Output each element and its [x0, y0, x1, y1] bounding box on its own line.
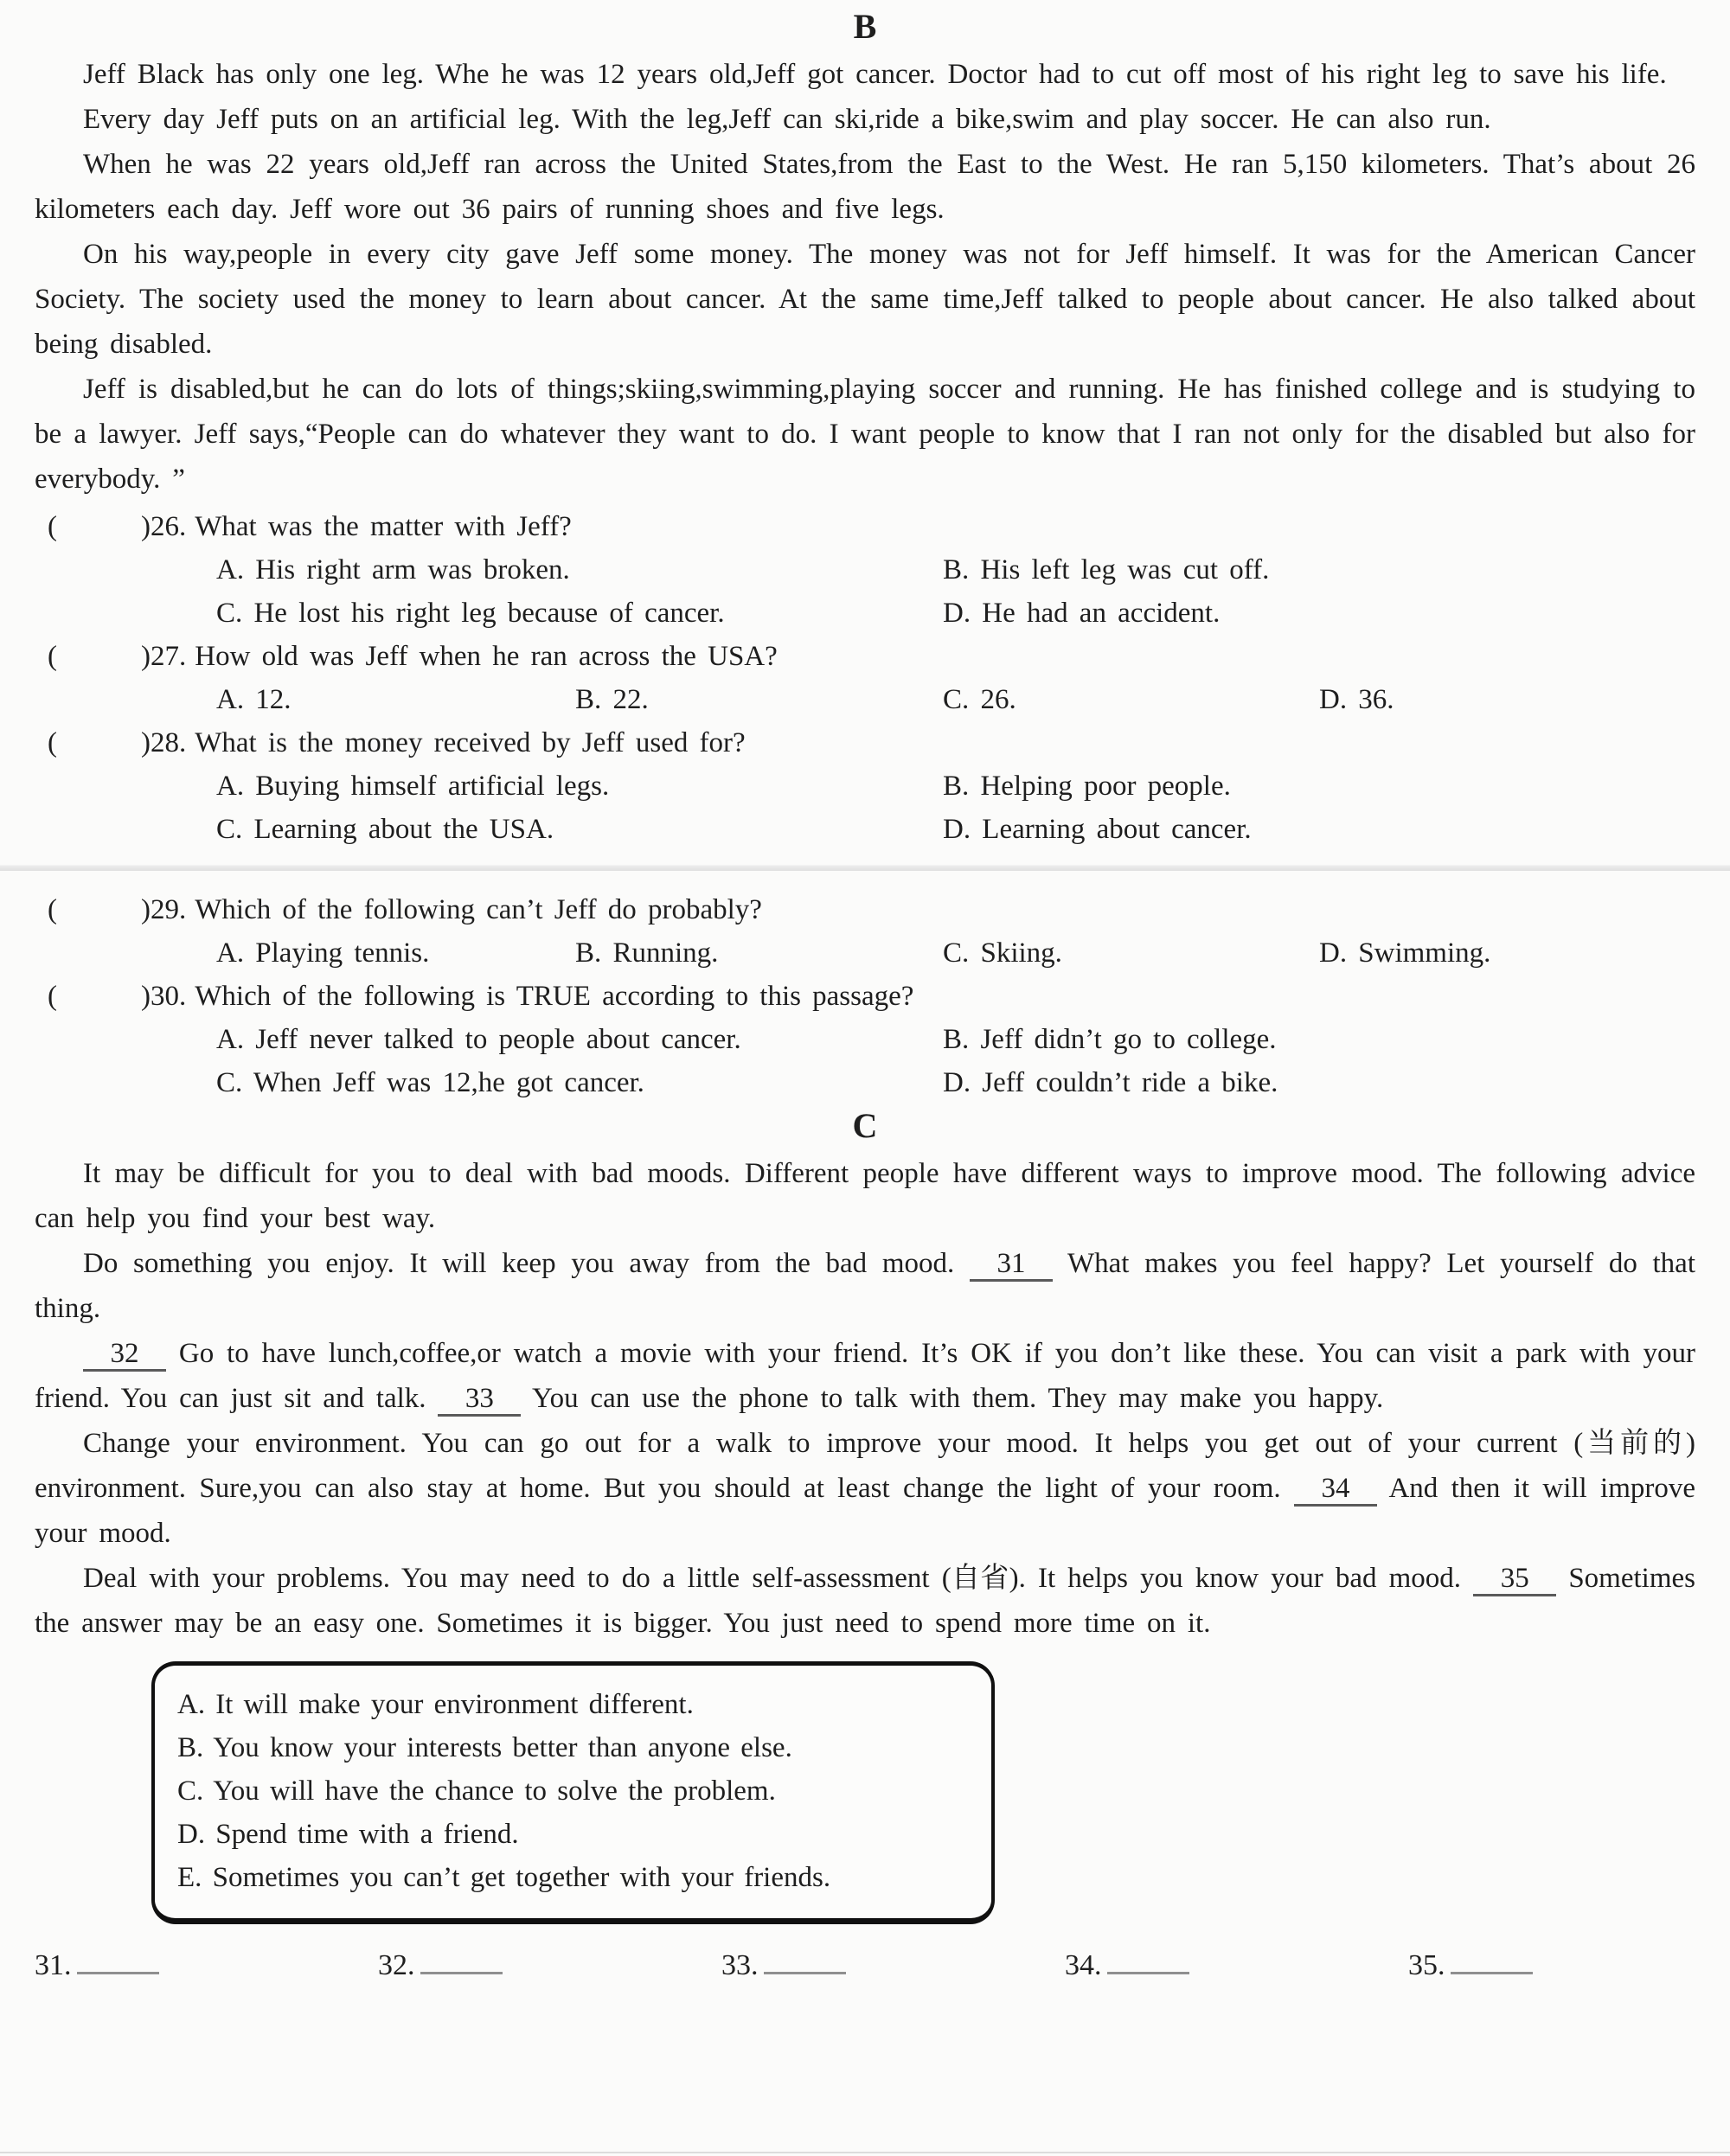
- question-text: Which of the following is TRUE according to this passage?: [195, 981, 914, 1012]
- question-text: How old was Jeff when he ran across the USA?: [195, 641, 778, 672]
- question-28-options: [35, 765, 1695, 851]
- answer-item-34: [1065, 1947, 1408, 1985]
- question-text: What is the money received by Jeff used for?: [195, 727, 746, 758]
- answer-blank-33: [764, 1963, 846, 1974]
- section-c-passage: [35, 1151, 1695, 1646]
- answer-number: 31.: [35, 1949, 72, 1981]
- question-27-options: [35, 678, 1695, 721]
- option-a: A. Jeff never talked to people about cancer.: [216, 1024, 741, 1055]
- option-c: C. He lost his right leg because of cancer.: [216, 598, 725, 629]
- question-number: )28.: [141, 727, 187, 758]
- box-option-a: A. It will make your environment different.: [177, 1689, 694, 1720]
- question-number: )30.: [141, 981, 187, 1012]
- answer-paren: (: [48, 511, 57, 542]
- box-option-b: B. You know your interests better than anyone else.: [177, 1732, 792, 1763]
- passage-paragraph: Change your environment. You can go out for a walk to improve your mood. It helps you get out of your current (当前的) environment. Sure,you can also stay at home. But you should at least change the light of your room. 34 And then it will improve your mood.: [35, 1428, 1696, 1549]
- option-b: B. Running.: [575, 937, 719, 969]
- blank-35: 35: [1473, 1564, 1556, 1596]
- question-26-stem: [35, 505, 1695, 548]
- option-b: B. 22.: [575, 684, 649, 715]
- option-d: D. Learning about cancer.: [943, 814, 1252, 845]
- answer-number: 34.: [1065, 1949, 1102, 1981]
- box-option-e: E. Sometimes you can’t get together with your friends.: [177, 1862, 831, 1893]
- question-number: )27.: [141, 641, 187, 672]
- question-number: )29.: [141, 894, 187, 925]
- box-option-c: C. You will have the chance to solve the problem.: [177, 1775, 776, 1807]
- option-c: C. Skiing.: [943, 937, 1062, 969]
- section-c-header: C: [852, 1106, 878, 1145]
- question-29-options: [35, 931, 1695, 975]
- answer-blank-34: [1107, 1963, 1189, 1974]
- passage-paragraph: Jeff Black has only one leg. Whe he was 12 years old,Jeff got cancer. Doctor had to cut off most of his right leg to save his life.: [83, 59, 1667, 90]
- option-d: D. 36.: [1319, 684, 1394, 715]
- passage-paragraph: 32 Go to have lunch,coffee,or watch a movie with your friend. It’s OK if you don’t like these. You can visit a park with your friend. You can just sit and talk. 33 You can use the phone to talk with them. They may make you happy.: [35, 1331, 1695, 1421]
- passage-paragraph: It may be difficult for you to deal with bad moods. Different people have different ways to improve mood. The following advice can help you find your best way.: [35, 1158, 1695, 1234]
- option-b: B. His left leg was cut off.: [943, 554, 1270, 585]
- question-30: [35, 975, 1695, 1104]
- passage-paragraph: Jeff is disabled,but he can do lots of things;skiing,swimming,playing soccer and running. He has finished college and is studying to be a lawyer. Jeff says,“People can do whatever they want to do. I want people to know that I ran not only for the disabled but also for everybody. ”: [35, 374, 1695, 495]
- answer-paren: (: [48, 981, 57, 1012]
- answer-item-35: [1408, 1947, 1533, 1985]
- blank-34: 34: [1294, 1474, 1377, 1507]
- answer-number: 32.: [378, 1949, 415, 1981]
- answer-paren: (: [48, 641, 57, 672]
- section-b-passage: [35, 52, 1695, 502]
- option-a: A. 12.: [216, 684, 292, 715]
- question-27: [35, 635, 1695, 721]
- question-26: [35, 505, 1695, 635]
- answer-paren: (: [48, 727, 57, 758]
- question-text: What was the matter with Jeff?: [195, 511, 572, 542]
- option-d: D. Jeff couldn’t ride a bike.: [943, 1067, 1278, 1098]
- answer-blank-31: [77, 1963, 159, 1974]
- option-a: A. His right arm was broken.: [216, 554, 570, 585]
- section-b-questions: [35, 505, 1695, 1104]
- answer-paren: (: [48, 894, 57, 925]
- blank-32: 32: [83, 1339, 166, 1372]
- question-28: [35, 721, 1695, 851]
- option-c: C. 26.: [943, 684, 1016, 715]
- option-c: C. When Jeff was 12,he got cancer.: [216, 1067, 644, 1098]
- question-number: )26.: [141, 511, 187, 542]
- answer-blank-32: [420, 1963, 503, 1974]
- scan-edge-artifact: [0, 2152, 1730, 2153]
- page-scan-divider: [0, 865, 1730, 871]
- question-30-options: [35, 1018, 1695, 1104]
- sentence-options-box: [151, 1661, 995, 1924]
- option-b: B. Helping poor people.: [943, 771, 1231, 802]
- answer-number: 35.: [1408, 1949, 1445, 1981]
- question-28-stem: [35, 721, 1695, 765]
- question-text: Which of the following can’t Jeff do probably?: [195, 894, 762, 925]
- passage-paragraph: Deal with your problems. You may need to do a little self-assessment (自省). It helps you know your bad mood. 35 Sometimes the answer may be an easy one. Sometimes it is bigger. You just need to spend more time on it.: [35, 1563, 1695, 1639]
- answer-item-32: [378, 1947, 721, 1985]
- passage-paragraph: Do something you enjoy. It will keep you away from the bad mood. 31 What makes you feel happy? Let yourself do that thing.: [35, 1248, 1695, 1324]
- answers-row: [35, 1947, 1695, 1985]
- passage-paragraph: Every day Jeff puts on an artificial leg. With the leg,Jeff can ski,ride a bike,swim and play soccer. He can also run.: [83, 104, 1491, 135]
- option-a: A. Playing tennis.: [216, 937, 430, 969]
- question-27-stem: [35, 635, 1695, 678]
- answer-item-33: [721, 1947, 1065, 1985]
- question-30-stem: [35, 975, 1695, 1018]
- option-c: C. Learning about the USA.: [216, 814, 554, 845]
- question-29: [35, 888, 1695, 975]
- question-29-stem: [35, 888, 1695, 931]
- answer-number: 33.: [721, 1949, 759, 1981]
- option-b: B. Jeff didn’t go to college.: [943, 1024, 1277, 1055]
- passage-paragraph: On his way,people in every city gave Jeff some money. The money was not for Jeff himself. It was for the American Cancer Society. The society used the money to learn about cancer. At the same time,Jeff talked to people about cancer. He also talked about being disabled.: [35, 239, 1695, 360]
- option-a: A. Buying himself artificial legs.: [216, 771, 610, 802]
- answer-blank-35: [1451, 1963, 1533, 1974]
- answer-item-31: [35, 1947, 378, 1985]
- passage-paragraph: When he was 22 years old,Jeff ran across the United States,from the East to the West. He ran 5,150 kilometers. That’s about 26 kilometers each day. Jeff wore out 36 pairs of running shoes and five legs.: [35, 149, 1695, 225]
- option-d: D. He had an accident.: [943, 598, 1221, 629]
- question-26-options: [35, 548, 1695, 635]
- box-option-d: D. Spend time with a friend.: [177, 1819, 519, 1850]
- section-b-header: B: [853, 7, 877, 46]
- blank-33: 33: [438, 1384, 521, 1417]
- option-d: D. Swimming.: [1319, 937, 1491, 969]
- blank-31: 31: [970, 1249, 1053, 1282]
